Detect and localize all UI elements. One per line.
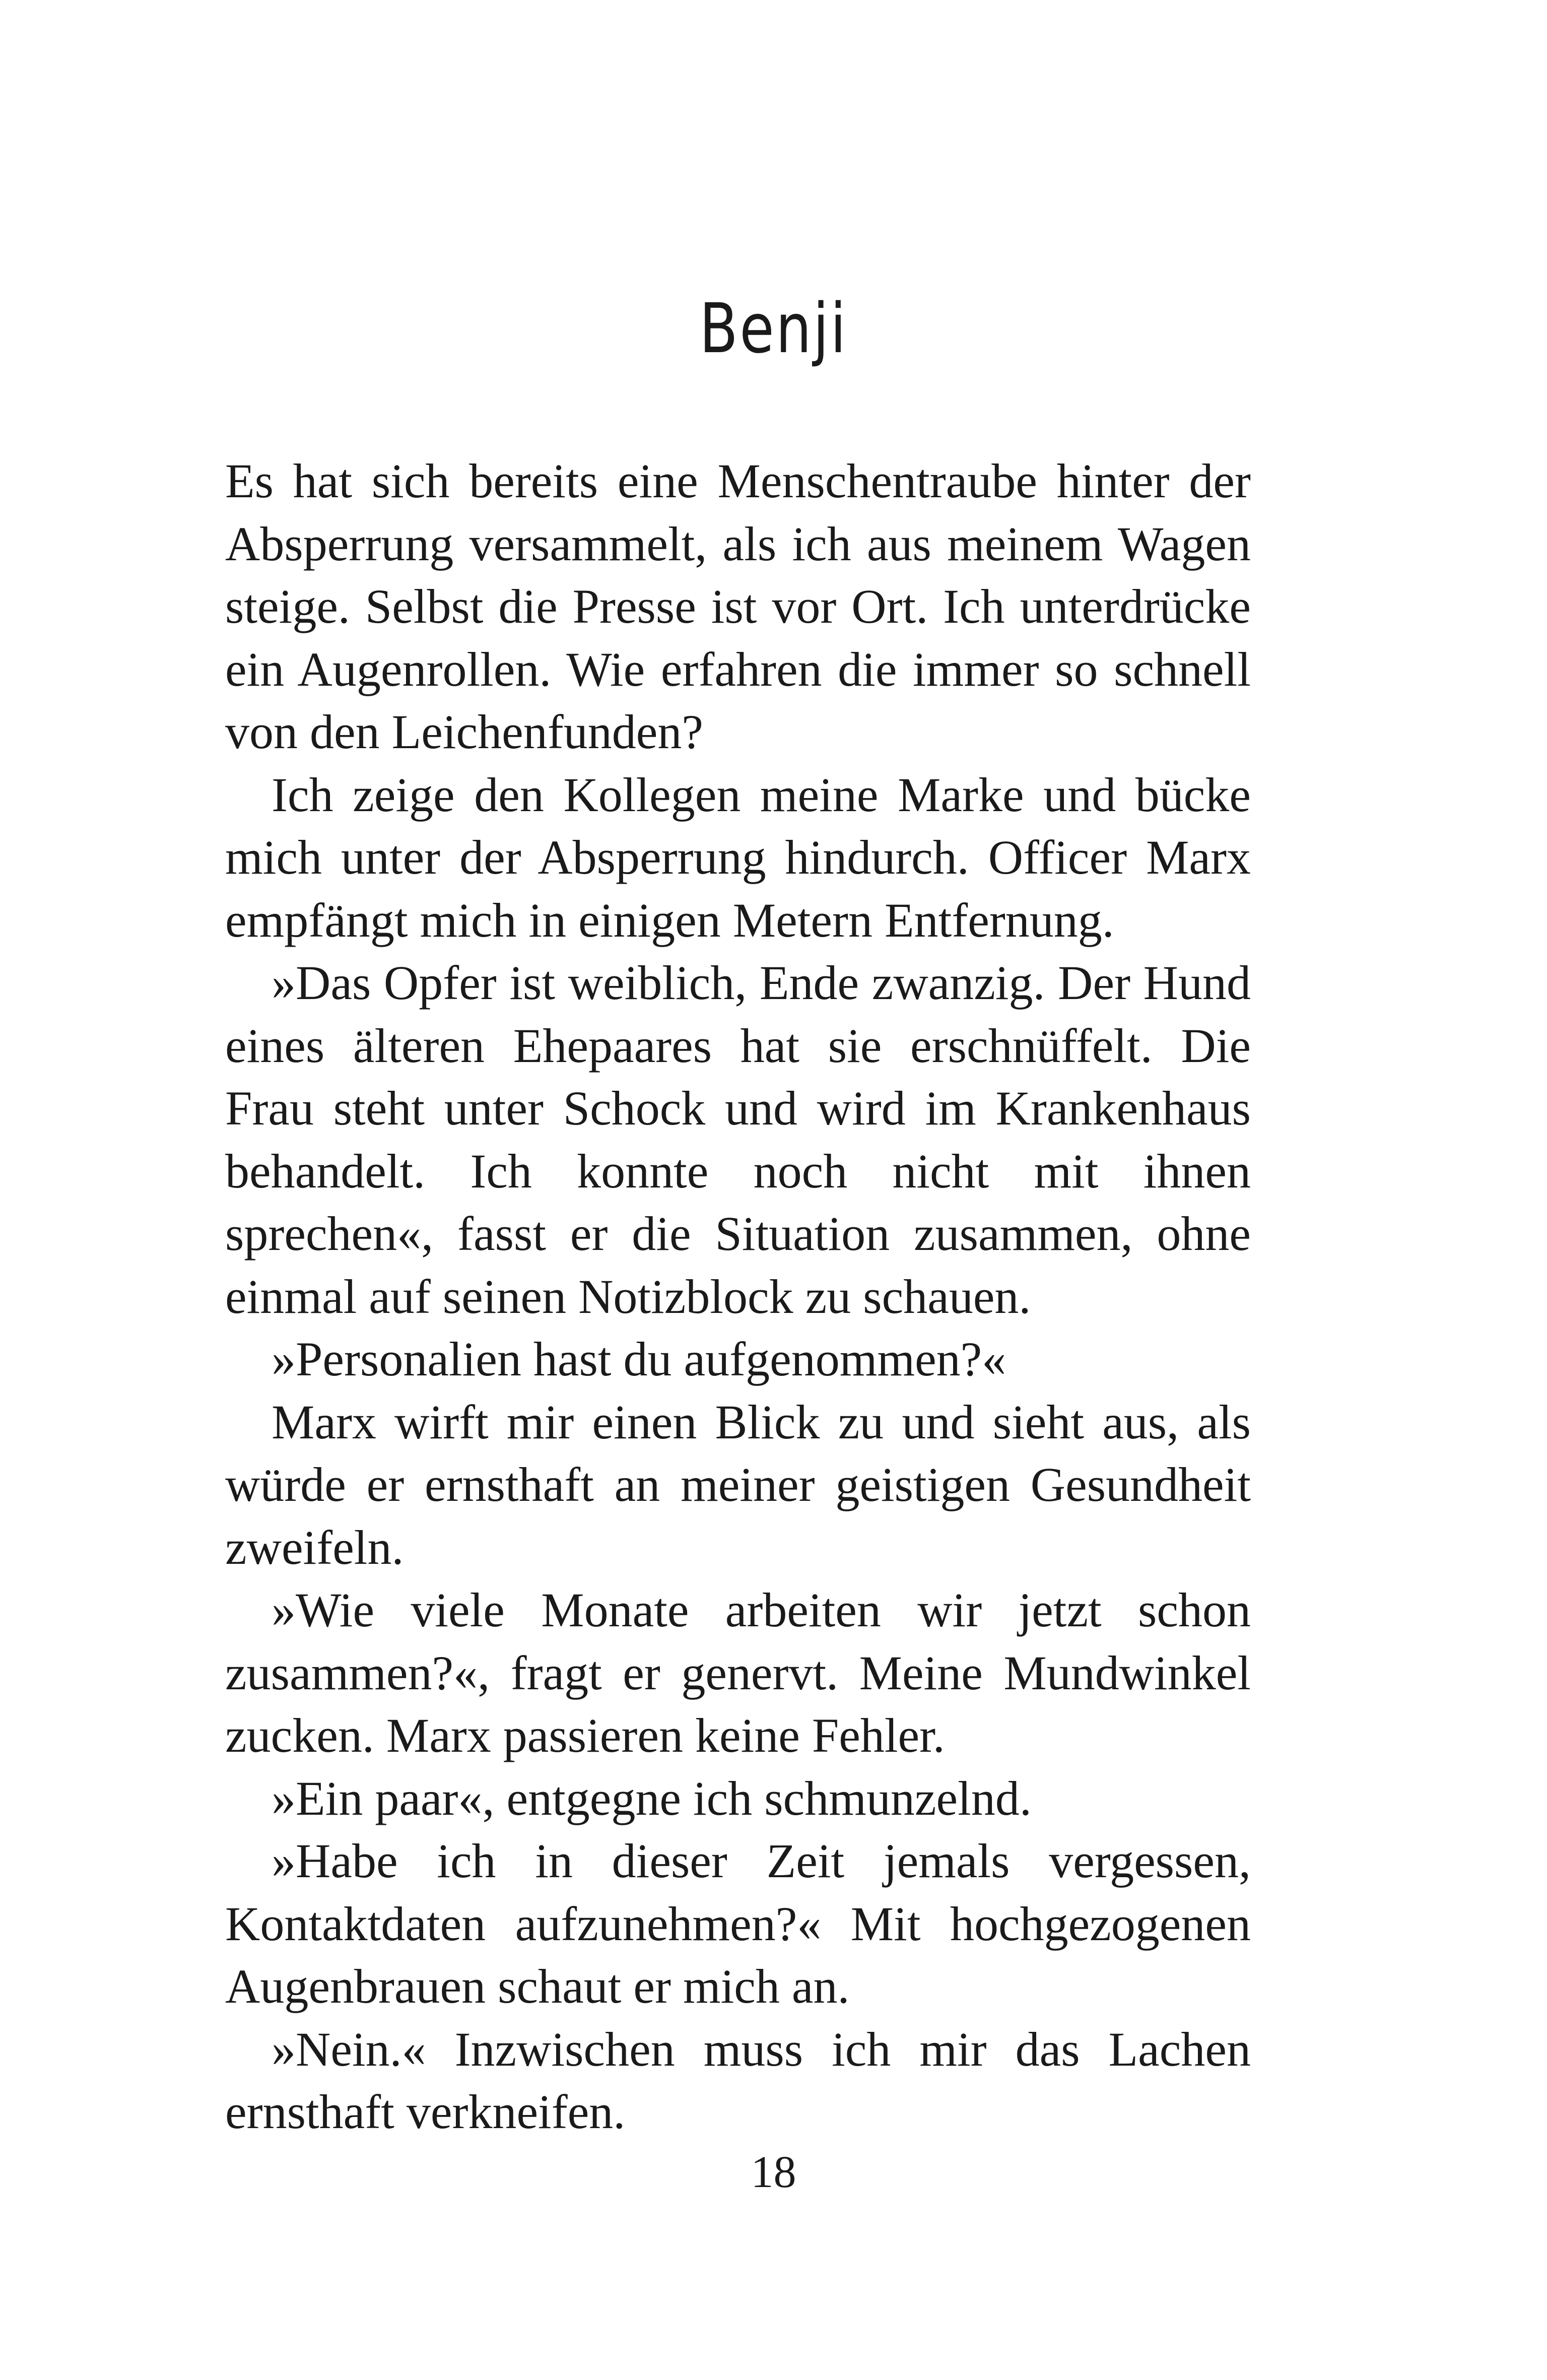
paragraph: »Nein.« Inzwischen muss ich mir das Lachen ernsthaft verkneifen. — [225, 2022, 1251, 2139]
chapter-body — [225, 450, 1251, 2144]
paragraph: »Das Opfer ist weiblich, Ende zwanzig. Der Hund eines älteren Ehepaares hat sie erschnüffelt. Die Frau steht unter Schock und wird im Krankenhaus behandelt. Ich konnte noch nicht mit ihnen sprechen«, fasst er die Situation zusammen, ohne einmal auf seinen Notizblock zu schauen. — [225, 956, 1251, 1324]
paragraph: Ich zeige den Kollegen meine Marke und bücke mich unter der Absperrung hindurch. Officer Marx empfängt mich in einigen Metern Entfernung. — [225, 767, 1251, 947]
paragraph: »Ein paar«, entgegne ich schmunzelnd. — [272, 1771, 1032, 1825]
paragraph: Es hat sich bereits eine Menschentraube hinter der Absperrung versammelt, als ich aus meinem Wagen steige. Selbst die Presse ist vor Ort. Ich unterdrücke ein Augenrollen. Wie erfahren die immer so schnell von den Leichenfunden? — [225, 454, 1251, 759]
paragraph: »Habe ich in dieser Zeit jemals vergessen, Kontaktdaten aufzunehmen?« Mit hochgezogenen Augenbrauen schaut er mich an. — [225, 1834, 1251, 2013]
paragraph: Marx wirft mir einen Blick zu und sieht aus, als würde er ernsthaft an meiner geistigen Gesundheit zweifeln. — [225, 1395, 1251, 1574]
paragraph: »Personalien hast du aufgenommen?« — [272, 1332, 1006, 1386]
chapter-title: Benji — [699, 289, 848, 369]
page-number: 18 — [751, 2147, 796, 2197]
paragraph: »Wie viele Monate arbeiten wir jetzt schon zusammen?«, fragt er genervt. Meine Mundwinkel zucken. Marx passieren keine Fehler. — [225, 1583, 1251, 1762]
